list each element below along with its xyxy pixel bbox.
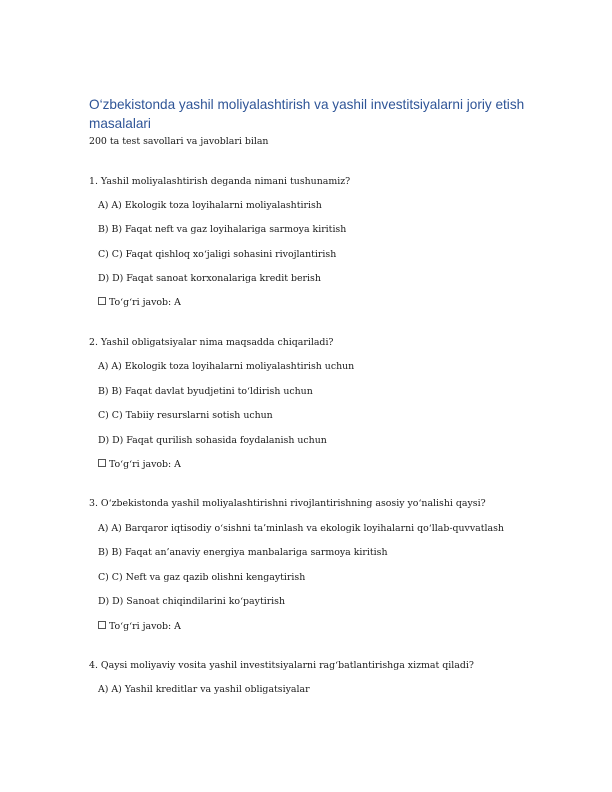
question-1-option-d: D) D) Faqat sanoat korxonalariga kredit berish bbox=[98, 273, 321, 284]
question-2-option-a: A) A) Ekologik toza loyihalarni moliyalashtirish uchun bbox=[98, 361, 355, 372]
checkbox-icon bbox=[98, 621, 106, 629]
question-3-answer bbox=[98, 621, 181, 633]
question-3-option-b: B) B) Faqat an’anaviy energiya manbalariga sarmoya kiritish bbox=[98, 547, 388, 558]
question-4-option-a: A) A) Yashil kreditlar va yashil obligatsiyalar bbox=[98, 684, 310, 695]
question-3-option-c: C) C) Neft va gaz qazib olishni kengaytirish bbox=[98, 572, 306, 583]
answer-label: To‘g‘ri javob: A bbox=[109, 459, 181, 470]
question-1-option-b: B) B) Faqat neft va gaz loyihalariga sarmoya kiritish bbox=[98, 224, 347, 235]
answer-label: To‘g‘ri javob: A bbox=[109, 297, 181, 308]
question-2-option-d: D) D) Faqat qurilish sohasida foydalanish uchun bbox=[98, 435, 327, 446]
question-2: 2. Yashil obligatsiyalar nima maqsadda chiqariladi? bbox=[89, 337, 334, 348]
question-1-option-c: C) C) Faqat qishloq xo‘jaligi sohasini rivojlantirish bbox=[98, 249, 337, 260]
question-3-option-d: D) D) Sanoat chiqindilarini ko‘paytirish bbox=[98, 596, 286, 607]
question-1: 1. Yashil moliyalashtirish deganda nimani tushunamiz? bbox=[89, 176, 351, 187]
checkbox-icon bbox=[98, 297, 106, 305]
question-2-answer bbox=[98, 459, 181, 471]
question-1-option-a: A) A) Ekologik toza loyihalarni moliyalashtirish bbox=[98, 200, 322, 211]
question-1-answer bbox=[98, 297, 181, 309]
checkbox-icon bbox=[98, 459, 106, 467]
question-2-option-c: C) C) Tabiiy resurslarni sotish uchun bbox=[98, 410, 273, 421]
document-title: O‘zbekistonda yashil moliyalashtirish va yashil investitsiyalarni joriy etish masalalari bbox=[89, 97, 525, 131]
answer-label: To‘g‘ri javob: A bbox=[109, 621, 181, 632]
question-2-option-b: B) B) Faqat davlat byudjetini to‘ldirish uchun bbox=[98, 386, 313, 397]
question-3: 3. O‘zbekistonda yashil moliyalashtirishni rivojlantirishning asosiy yo‘nalishi qaysi? bbox=[89, 498, 486, 509]
question-4: 4. Qaysi moliyaviy vosita yashil investitsiyalarni rag‘batlantirishga xizmat qiladi? bbox=[89, 660, 474, 671]
document-subtitle: 200 ta test savollari va javoblari bilan bbox=[89, 136, 269, 147]
question-3-option-a: A) A) Barqaror iqtisodiy o‘sishni ta’minlash va ekologik loyihalarni qo‘llab-quvvatlash bbox=[98, 523, 504, 534]
